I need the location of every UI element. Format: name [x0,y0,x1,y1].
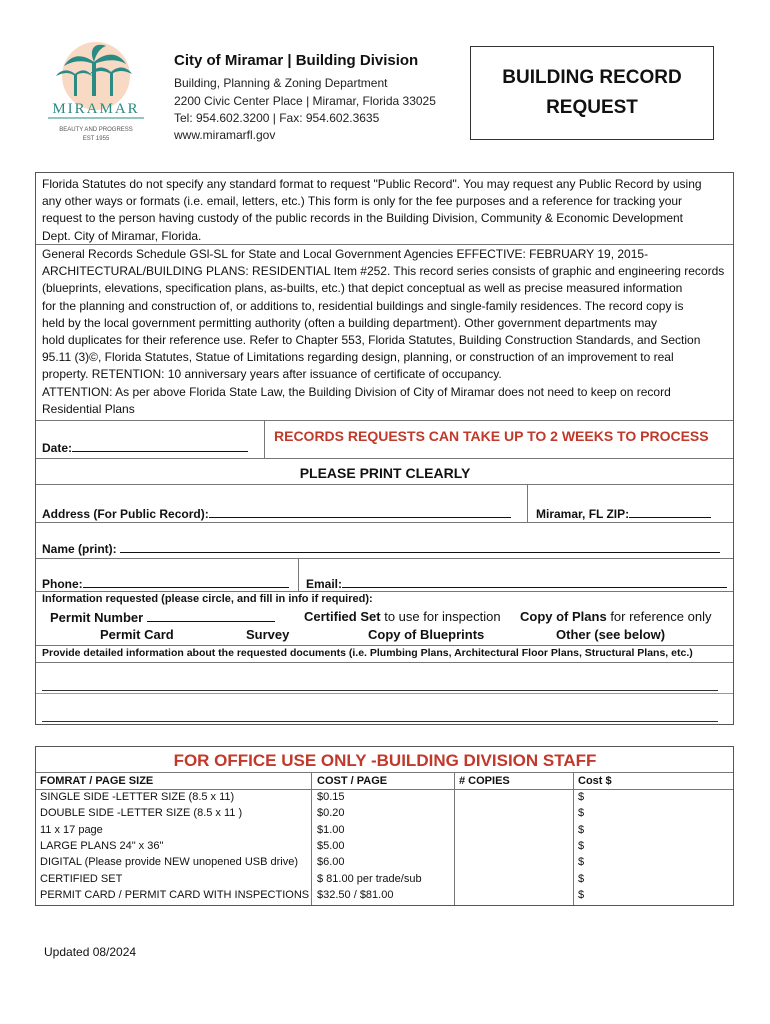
cost-cell: $0.15 [317,791,345,803]
divider [36,772,733,773]
address-input-line[interactable] [209,505,511,518]
divider [36,484,733,485]
total-cell[interactable]: $ [578,872,585,885]
intro-paragraph [42,176,728,245]
division-address: 2200 Civic Center Place | Miramar, Florida 33025 [174,94,436,108]
updated-date: Updated 08/2024 [44,945,137,959]
logo-tagline: BEAUTY AND PROGRESS [59,127,133,133]
schedule-line: ATTENTION: As per above Florida State Law, the Building Division of City of Miramar does not need to keep on record [42,384,671,399]
form-title-box [470,46,714,140]
schedule-line: Residential Plans [42,401,135,416]
zip-label: Miramar, FL ZIP: [536,507,630,521]
schedule-paragraph [42,246,728,418]
schedule-line: General Records Schedule GSl-SL for State and Local Government Agencies EFFECTIVE: FEBRUARY 19, 2015- [42,247,649,261]
email-field[interactable] [306,575,727,591]
divider [36,693,733,694]
schedule-line: (blueprints, elevations, specification plans, as-builts, etc.) that depict conceptual as well as precise measured information [42,281,683,296]
divider [36,645,733,646]
divider [36,458,733,459]
permit-number-option[interactable] [50,609,275,625]
divider [36,244,733,245]
divider [36,522,733,523]
permit-number-input-line[interactable] [147,609,275,622]
address-field[interactable] [42,505,511,521]
intro-line: any other ways or formats (i.e. email, letters, etc.) This form is only for the fee purposes and a reference for tracking your [42,194,683,209]
col-header-format: FOMRAT / PAGE SIZE [40,775,154,787]
name-label: Name (print): [42,542,117,556]
logo-est: EST 1955 [82,136,110,142]
detail-input-line[interactable] [42,690,718,691]
divider [527,484,528,522]
divider [36,789,733,790]
total-cell[interactable]: $ [578,888,585,901]
name-input-line[interactable] [120,540,720,553]
logo-wordmark: MIRAMAR [52,101,140,117]
city-logo [40,40,152,148]
email-input-line[interactable] [342,575,727,588]
address-label: Address (For Public Record): [42,507,209,521]
col-header-copies: # COPIES [459,775,510,787]
format-cell: DIGITAL (Please provide NEW unopened USB drive) [40,856,299,869]
survey-option[interactable]: Survey [246,627,290,642]
copy-of-blueprints-option[interactable]: Copy of Blueprints [368,627,485,642]
copy-of-plans-option[interactable] [520,609,711,624]
divider [36,558,733,559]
phone-input-line[interactable] [83,575,289,588]
department-name: Building, Planning & Zoning Department [174,76,388,90]
total-cell[interactable]: $ [578,839,585,852]
copy-of-plans-note: for reference only [610,609,712,624]
date-field[interactable] [42,439,248,455]
certified-set-label: Certified Set [304,609,381,624]
schedule-line: 95.11 (3)©, Florida Statutes, Statue of Limitations regarding design, planning, or construction of an improvement to real [42,350,674,365]
schedule-line: property. RETENTION: 10 anniversary years after issuance of certificate of occupancy. [42,367,502,382]
provide-detail-label: Provide detailed information about the requested documents (i.e. Plumbing Plans, Architectural Floor Plans, Structural Plans, etc.) [42,647,693,659]
form-title-line1: BUILDING RECORD [502,67,682,88]
date-label: Date: [42,441,73,455]
processing-notice: RECORDS REQUESTS CAN TAKE UP TO 2 WEEKS TO PROCESS [274,428,709,444]
certified-set-note: to use for inspection [384,609,501,624]
intro-line: Florida Statutes do not specify any standard format to request "Public Record". You may request any Public Record by using [42,177,702,191]
cost-cell: $6.00 [317,856,345,869]
divider [264,420,265,458]
format-cell: LARGE PLANS 24" x 36" [40,839,164,852]
copy-of-plans-label: Copy of Plans [520,609,607,624]
cost-cell: $32.50 / $81.00 [317,888,394,901]
zip-input-line[interactable] [629,505,711,518]
format-cell: PERMIT CARD / PERMIT CARD WITH INSPECTIONS [40,888,310,901]
column-divider [573,772,574,905]
info-requested-label: Information requested (please circle, and fill in info if required): [42,593,373,605]
schedule-line: ARCHITECTURAL/BUILDING PLANS: RESIDENTIAL Item #252. This record series consists of graphic and engineering records [42,264,725,279]
format-cell: CERTIFIED SET [40,872,123,885]
total-cell[interactable]: $ [578,856,585,869]
col-header-total: Cost $ [578,775,612,787]
col-header-cost: COST / PAGE [317,775,388,787]
format-cell: SINGLE SIDE -LETTER SIZE (8.5 x 11) [40,791,235,803]
intro-line: Dept. City of Miramar, Florida. [42,228,202,243]
division-phone: Tel: 954.602.3200 | Fax: 954.602.3635 [174,111,380,125]
schedule-line: held by the local government permitting authority (often a building department). Other government departments may [42,315,657,330]
column-divider [454,772,455,905]
division-title: City of Miramar | Building Division [174,52,419,69]
intro-line: request to the person having custody of the public records in the Building Division, Community & Economic Development [42,211,683,226]
other-option[interactable]: Other (see below) [556,627,666,642]
permit-card-option[interactable]: Permit Card [100,627,174,642]
phone-field[interactable] [42,575,289,591]
email-label: Email: [306,577,343,591]
date-input-line[interactable] [72,439,248,452]
column-divider [311,772,312,905]
phone-label: Phone: [42,577,83,591]
name-field[interactable] [42,540,720,556]
total-cell[interactable]: $ [578,807,585,820]
cost-cell: $0.20 [317,807,345,820]
cost-cell: $1.00 [317,823,345,836]
detail-input-line[interactable] [42,721,718,722]
permit-number-label: Permit Number [50,610,144,625]
total-cell[interactable]: $ [578,791,585,803]
certified-set-option[interactable] [304,609,501,624]
divider [298,558,299,591]
print-clearly-heading: PLEASE PRINT CLEARLY [299,465,471,481]
office-use-title: FOR OFFICE USE ONLY -BUILDING DIVISION STAFF [173,751,597,770]
divider [36,662,733,663]
form-title-line2: REQUEST [546,97,638,118]
cost-cell: $ 81.00 per trade/sub [317,872,422,885]
format-cell: 11 x 17 page [40,823,103,836]
zip-field[interactable] [536,505,711,521]
divider [36,591,733,592]
schedule-line: hold duplicates for their reference use. Refer to Chapter 553, Florida Statutes, Building Construction Standards, and Section [42,333,701,348]
cost-cell: $5.00 [317,839,345,852]
total-cell[interactable]: $ [578,823,585,836]
division-website[interactable]: www.miramarfl.gov [174,128,276,142]
schedule-line: for the planning and construction of, or additions to, residential buildings and single-family residences. The record copy is [42,298,684,313]
divider [36,420,733,421]
format-cell: DOUBLE SIDE -LETTER SIZE (8.5 x 11 ) [40,807,243,820]
